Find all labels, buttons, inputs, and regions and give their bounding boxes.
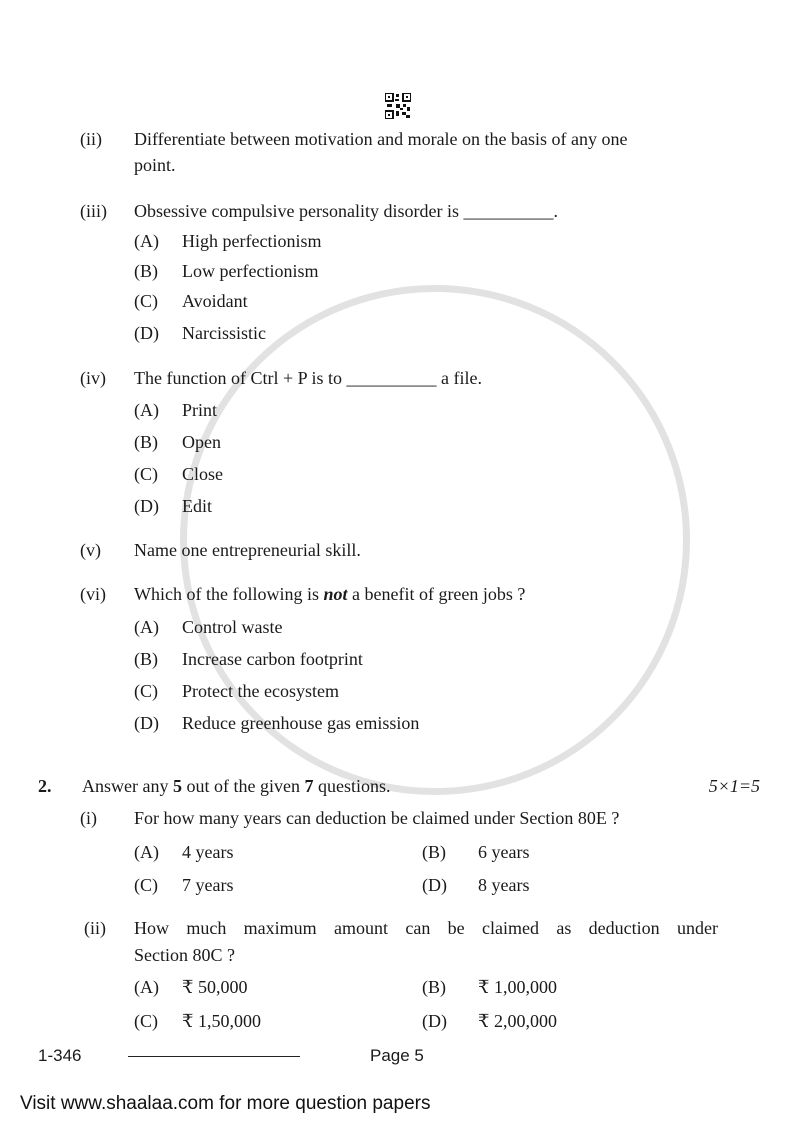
option-text: 7 years: [182, 875, 234, 895]
question-intro: Answer any 5 out of the given 7 questions.: [82, 776, 391, 796]
option-letter: (D): [134, 496, 159, 516]
question-text: Which of the following is not a benefit of green jobs ?: [134, 584, 526, 604]
option-text: 6 years: [478, 842, 530, 862]
question-number: (v): [80, 540, 101, 560]
question-text: point.: [134, 155, 176, 175]
option-text: Narcissistic: [182, 323, 266, 343]
option-letter: (B): [134, 649, 158, 669]
question-text: How much maximum amount can be claimed as deduction under: [134, 918, 718, 938]
option-letter: (D): [422, 875, 447, 895]
question-text: For how many years can deduction be claimed under Section 80E ?: [134, 808, 620, 828]
marks: 5×1=5: [708, 776, 760, 796]
qr-code-icon: [385, 93, 411, 119]
option-text: Print: [182, 400, 218, 420]
footer-divider: [128, 1056, 300, 1057]
option-letter: (B): [422, 977, 446, 997]
option-text: High perfectionism: [182, 231, 322, 251]
option-letter: (A): [134, 977, 159, 997]
option-text: 8 years: [478, 875, 530, 895]
option-text: Avoidant: [182, 291, 248, 311]
question-number: (iii): [80, 201, 107, 221]
option-letter: (A): [134, 842, 159, 862]
question-number: (iv): [80, 368, 106, 388]
option-text: ₹ 1,50,000: [182, 1011, 261, 1031]
page-number: Page 5: [370, 1046, 424, 1065]
option-text: Control waste: [182, 617, 283, 637]
option-text: Protect the ecosystem: [182, 681, 339, 701]
option-letter: (B): [134, 261, 158, 281]
option-letter: (C): [134, 1011, 158, 1031]
option-text: ₹ 2,00,000: [478, 1011, 557, 1031]
question-text: Name one entrepreneurial skill.: [134, 540, 361, 560]
option-text: ₹ 50,000: [182, 977, 248, 997]
option-letter: (B): [134, 432, 158, 452]
option-letter: (C): [134, 681, 158, 701]
question-text: Obsessive compulsive personality disorder is __________.: [134, 201, 558, 221]
option-text: Edit: [182, 496, 212, 516]
option-text: Low perfectionism: [182, 261, 319, 281]
question-text: The function of Ctrl + P is to __________ a file.: [134, 368, 482, 388]
option-text: Increase carbon footprint: [182, 649, 363, 669]
option-letter: (A): [134, 400, 159, 420]
option-letter: (D): [134, 323, 159, 343]
emphasis-not: not: [323, 584, 348, 604]
option-letter: (C): [134, 875, 158, 895]
option-letter: (C): [134, 291, 158, 311]
option-letter: (A): [134, 617, 159, 637]
promo-link[interactable]: Visit www.shaalaa.com for more question papers: [20, 1093, 431, 1114]
question-number: (i): [80, 808, 97, 828]
option-letter: (C): [134, 464, 158, 484]
question-number: 2.: [38, 776, 52, 796]
question-number: (ii): [80, 129, 102, 149]
option-letter: (A): [134, 231, 159, 251]
option-text: Reduce greenhouse gas emission: [182, 713, 420, 733]
option-text: Open: [182, 432, 221, 452]
option-text: 4 years: [182, 842, 234, 862]
question-text: Section 80C ?: [134, 945, 235, 965]
option-text: ₹ 1,00,000: [478, 977, 557, 997]
option-letter: (B): [422, 842, 446, 862]
paper-code: 1-346: [38, 1046, 82, 1065]
question-text: Differentiate between motivation and morale on the basis of any one: [134, 129, 628, 149]
question-number: (ii): [84, 918, 106, 938]
option-letter: (D): [134, 713, 159, 733]
option-text: Close: [182, 464, 224, 484]
option-letter: (D): [422, 1011, 447, 1031]
question-number: (vi): [80, 584, 106, 604]
